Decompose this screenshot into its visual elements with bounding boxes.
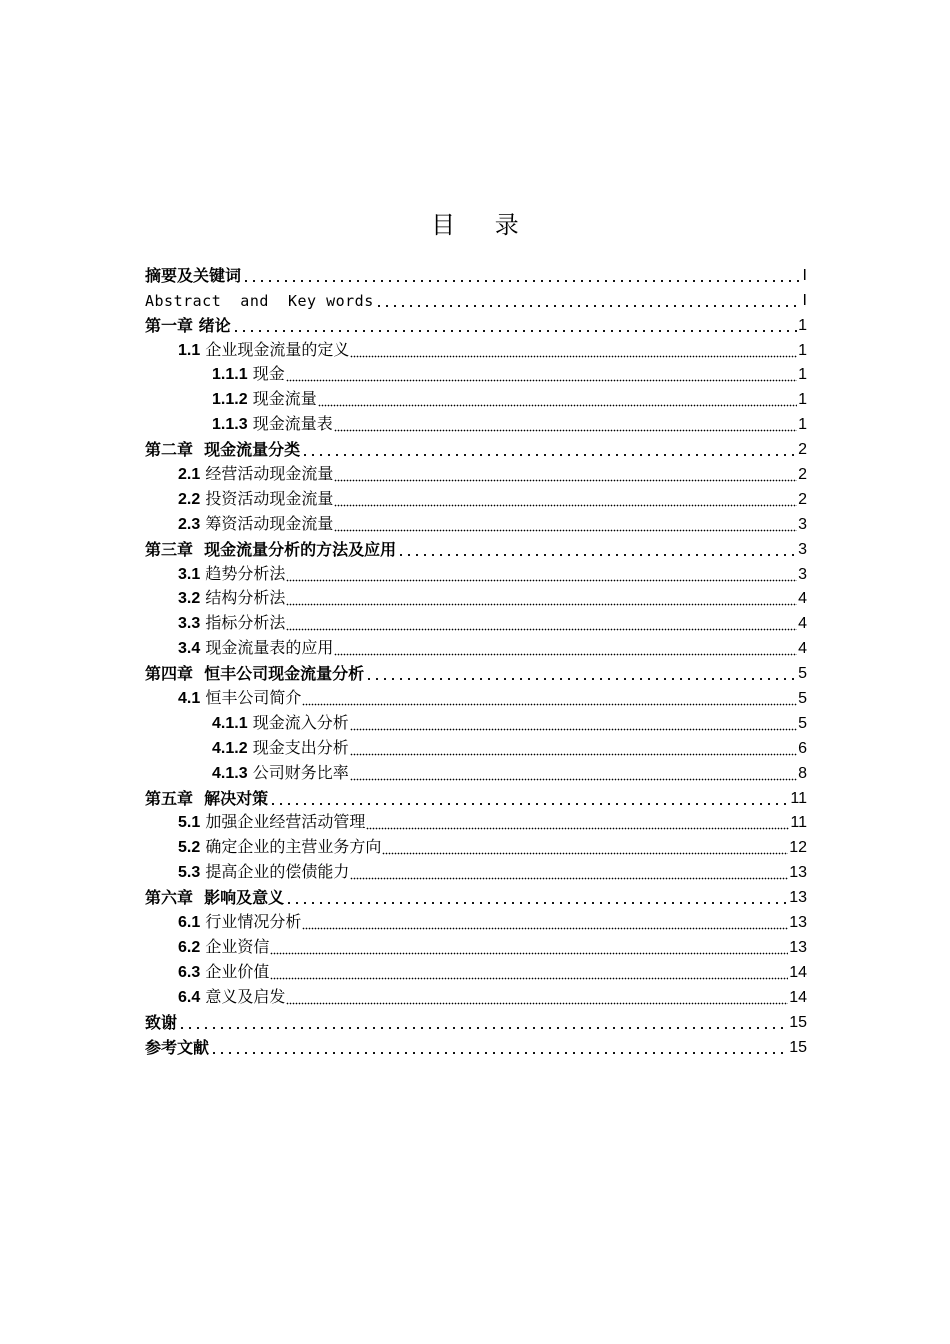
toc-section-number: 2.3 — [178, 515, 201, 533]
dot-leader — [270, 968, 788, 980]
toc-page-number: 4 — [798, 640, 807, 658]
toc-section-title: 现金流量表 — [252, 414, 333, 434]
toc-entry-label — [178, 987, 285, 1008]
toc-page-number: 3 — [798, 565, 807, 583]
toc-entry-abstract-en[interactable] — [145, 286, 807, 311]
toc-entry-abstract-cn[interactable] — [145, 261, 807, 286]
toc-section-title: 现金 — [252, 364, 285, 384]
toc-page-number: 2 — [798, 466, 807, 484]
toc-section-title: 企业资信 — [205, 936, 270, 956]
toc-section-title: 投资活动现金流量 — [205, 488, 334, 508]
dot-leader — [286, 993, 788, 1005]
toc-entry-references[interactable] — [145, 1033, 807, 1058]
toc-page-number: I — [802, 266, 807, 284]
toc-entry-label — [178, 862, 349, 883]
toc-section-title: 公司财务比率 — [252, 762, 349, 782]
toc-entry-section[interactable] — [145, 933, 807, 958]
toc-entry-chapter-3[interactable] — [145, 535, 807, 560]
toc-section-number: 6.4 — [178, 988, 201, 1006]
toc-entry-section[interactable] — [145, 908, 807, 933]
toc-section-title: 恒丰公司简介 — [205, 688, 302, 708]
toc-entry-label — [178, 837, 381, 858]
toc-entry-label — [212, 713, 349, 734]
toc-entry-chapter-6[interactable] — [145, 883, 807, 908]
toc-section-title: 意义及启发 — [205, 986, 286, 1006]
toc-page-number: 11 — [790, 814, 807, 832]
toc-section-number: 2.1 — [178, 466, 201, 484]
toc-page-number: 8 — [798, 764, 807, 782]
dot-leader — [232, 321, 798, 333]
toc-page-number: 15 — [789, 1038, 807, 1056]
dot-leader — [210, 1043, 788, 1055]
toc-section-title: 经营活动现金流量 — [205, 464, 334, 484]
toc-entry-label — [178, 613, 285, 634]
toc-section-title: 结构分析法 — [205, 588, 286, 608]
toc-section-number: 3.3 — [178, 615, 201, 633]
toc-section-number: 5.1 — [178, 814, 201, 832]
toc-entry-section[interactable] — [145, 560, 807, 585]
toc-entry-label — [178, 638, 333, 659]
toc-section-number: 5.3 — [178, 864, 201, 882]
toc-entry-label — [212, 763, 349, 784]
toc-entry-section[interactable] — [145, 684, 807, 709]
toc-page-number: 1 — [798, 416, 807, 434]
toc-page-number: 5 — [798, 690, 807, 708]
toc-page-number: 2 — [798, 490, 807, 508]
toc-page-number: 13 — [789, 938, 807, 956]
toc-entry-label — [212, 414, 333, 435]
toc-entry-label: 第四章 恒丰公司现金流量分析 — [145, 664, 365, 684]
toc-entry-label — [178, 340, 349, 361]
dot-leader — [334, 470, 797, 482]
toc-entry-section[interactable] — [145, 460, 807, 485]
toc-page-number: 14 — [789, 988, 807, 1006]
toc-entry-label: Abstract and Key words — [145, 291, 374, 310]
toc-page-number: 11 — [790, 789, 807, 807]
toc-section-number: 1.1.2 — [212, 391, 248, 409]
table-of-contents — [145, 261, 807, 1058]
toc-section-title: 确定企业的主营业务方向 — [205, 837, 382, 857]
toc-section-title: 加强企业经营活动管理 — [205, 812, 366, 832]
dot-leader — [286, 570, 797, 582]
toc-entry-label — [178, 464, 333, 485]
dot-leader — [301, 445, 797, 457]
toc-page-number: 13 — [789, 914, 807, 932]
toc-entry-label — [178, 937, 269, 958]
toc-section-number: 4.1.3 — [212, 764, 248, 782]
toc-section-title: 趋势分析法 — [205, 563, 286, 583]
toc-entry-label: 第五章 解决对策 — [145, 788, 269, 808]
toc-page-number: 6 — [798, 739, 807, 757]
toc-page-number: 14 — [789, 963, 807, 981]
toc-entry-subsection[interactable] — [145, 709, 807, 734]
dot-leader — [350, 744, 797, 756]
toc-page-number: I — [802, 291, 807, 309]
toc-section-title: 现金流量 — [252, 389, 317, 409]
toc-page-number: 13 — [789, 864, 807, 882]
toc-entry-label: 第三章 现金流量分析的方法及应用 — [145, 539, 397, 559]
toc-page-number: 13 — [789, 889, 807, 907]
toc-section-number: 6.3 — [178, 963, 201, 981]
toc-entry-section[interactable] — [145, 510, 807, 535]
toc-page-number: 1 — [798, 391, 807, 409]
dot-leader — [375, 296, 802, 308]
toc-section-title: 指标分析法 — [205, 613, 286, 633]
toc-section-number: 4.1 — [178, 690, 201, 708]
dot-leader — [365, 669, 797, 681]
toc-entry-chapter-5[interactable] — [145, 784, 807, 809]
toc-entry-label — [178, 514, 333, 535]
toc-entry-label — [178, 912, 301, 933]
dot-leader — [302, 918, 788, 930]
toc-entry-label: 第二章 现金流量分类 — [145, 440, 301, 460]
toc-section-number: 6.2 — [178, 938, 201, 956]
toc-entry-chapter-1[interactable] — [145, 311, 807, 336]
toc-entry-section[interactable] — [145, 983, 807, 1008]
toc-entry-label: 摘要及关键词 — [145, 265, 242, 285]
toc-entry-label: 致谢 — [145, 1012, 178, 1032]
toc-section-number: 3.4 — [178, 640, 201, 658]
toc-section-number: 1.1.3 — [212, 416, 248, 434]
dot-leader — [285, 893, 788, 905]
toc-section-title: 行业情况分析 — [205, 912, 302, 932]
toc-entry-subsection[interactable] — [145, 361, 807, 386]
toc-entry-section[interactable] — [145, 958, 807, 983]
toc-page-number: 1 — [798, 366, 807, 384]
toc-entry-label — [178, 962, 269, 983]
toc-entry-section[interactable] — [145, 858, 807, 883]
toc-entry-label — [212, 364, 285, 385]
toc-entry-label — [178, 564, 285, 585]
toc-entry-label — [212, 738, 349, 759]
toc-page-number: 1 — [798, 341, 807, 359]
toc-entry-section[interactable] — [145, 809, 807, 834]
toc-entry-subsection[interactable] — [145, 410, 807, 435]
page-title: 目 录 — [431, 211, 535, 239]
toc-section-title: 企业现金流量的定义 — [205, 339, 350, 359]
toc-section-number: 6.1 — [178, 914, 201, 932]
dot-leader — [350, 868, 788, 880]
toc-page-number: 5 — [798, 665, 807, 683]
toc-entry-section[interactable] — [145, 634, 807, 659]
toc-section-title: 提高企业的偿债能力 — [205, 862, 350, 882]
dot-leader — [334, 520, 797, 532]
toc-section-number: 3.1 — [178, 565, 201, 583]
toc-section-number: 2.2 — [178, 490, 201, 508]
dot-leader — [318, 395, 797, 407]
dot-leader — [270, 943, 788, 955]
toc-page-number: 4 — [798, 590, 807, 608]
dot-leader — [286, 370, 797, 382]
toc-entry-label: 第六章 影响及意义 — [145, 888, 285, 908]
toc-entry-section[interactable] — [145, 833, 807, 858]
toc-entry-section[interactable] — [145, 609, 807, 634]
toc-entry-acknowledgements[interactable] — [145, 1008, 807, 1033]
toc-section-title: 现金支出分析 — [252, 737, 349, 757]
dot-leader — [397, 545, 797, 557]
toc-entry-subsection[interactable] — [145, 759, 807, 784]
toc-page-number: 5 — [798, 714, 807, 732]
dot-leader — [286, 594, 797, 606]
toc-entry-label: 第一章 绪论 — [145, 315, 231, 335]
dot-leader — [242, 271, 802, 283]
toc-entry-label — [178, 588, 285, 609]
toc-page-number: 12 — [789, 839, 807, 857]
toc-entry-label — [178, 812, 365, 833]
toc-section-number: 4.1.1 — [212, 714, 248, 732]
toc-section-number: 5.2 — [178, 839, 201, 857]
toc-entry-chapter-2[interactable] — [145, 435, 807, 460]
dot-leader — [269, 794, 789, 806]
dot-leader — [350, 719, 797, 731]
toc-section-title: 筹资活动现金流量 — [205, 513, 334, 533]
toc-section-number: 3.2 — [178, 590, 201, 608]
toc-section-number: 4.1.2 — [212, 739, 248, 757]
toc-page-number: 4 — [798, 615, 807, 633]
toc-entry-label: 参考文献 — [145, 1037, 210, 1057]
toc-section-number: 1.1.1 — [212, 366, 248, 384]
toc-entry-section[interactable] — [145, 585, 807, 610]
dot-leader — [366, 818, 789, 830]
toc-section-number: 1.1 — [178, 341, 201, 359]
toc-section-title: 现金流入分析 — [252, 712, 349, 732]
toc-section-title: 企业价值 — [205, 961, 270, 981]
dot-leader — [286, 619, 797, 631]
toc-page-number: 3 — [798, 540, 807, 558]
toc-page-number: 15 — [789, 1013, 807, 1031]
toc-entry-section[interactable] — [145, 485, 807, 510]
dot-leader — [350, 346, 797, 358]
dot-leader — [302, 694, 797, 706]
toc-entry-chapter-4[interactable] — [145, 659, 807, 684]
toc-page-number: 3 — [798, 515, 807, 533]
toc-page-number: 2 — [798, 441, 807, 459]
toc-entry-label — [178, 489, 333, 510]
toc-entry-section[interactable] — [145, 336, 807, 361]
toc-page-number: 1 — [798, 316, 807, 334]
toc-entry-subsection[interactable] — [145, 385, 807, 410]
dot-leader — [350, 769, 797, 781]
toc-section-title: 现金流量表的应用 — [205, 638, 334, 658]
dot-leader — [334, 495, 797, 507]
dot-leader — [178, 1018, 788, 1030]
toc-entry-subsection[interactable] — [145, 734, 807, 759]
toc-entry-label — [212, 389, 317, 410]
dot-leader — [334, 644, 797, 656]
toc-entry-label — [178, 688, 301, 709]
dot-leader — [334, 420, 797, 432]
dot-leader — [382, 843, 788, 855]
